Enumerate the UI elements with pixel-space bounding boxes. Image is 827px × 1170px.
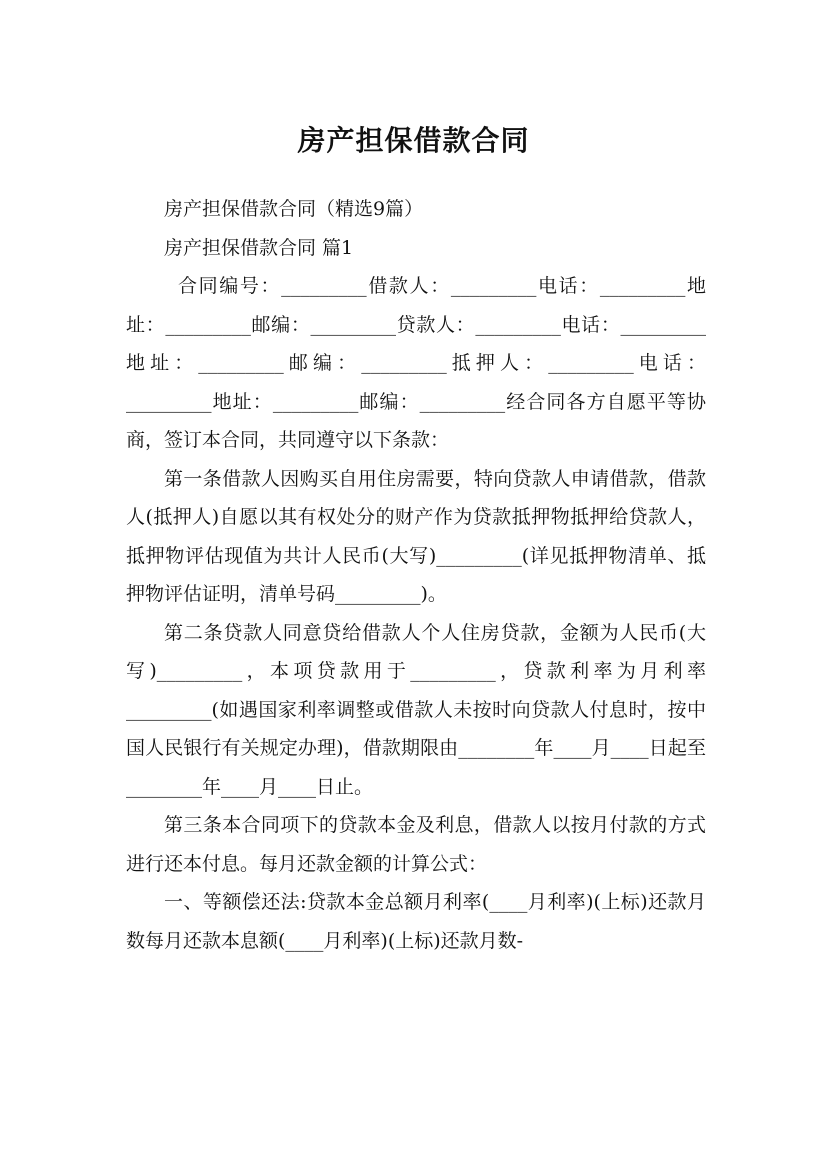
section-heading: 房产担保借款合同 篇1 <box>164 236 354 259</box>
article-one-paragraph: 第一条借款人因购买自用住房需要，特向贷款人申请借款，借款人(抵押人)自愿以其有权处分的财产作为贷款抵押物抵押给贷款人，抵押物评估现值为共计人民币(大写)_________(详见抵押物清单、抵押物评估证明，清单号码_________)。 <box>126 467 706 605</box>
contract-parties-paragraph: 合同编号：_________借款人：_________电话：_________地址：_________邮编：_________贷款人：_________电话：_________地址：_________邮编：_________抵押人：_________电话：_________地址：_________邮编：_________经合同各方自愿平等协商，签订本合同，共同遵守以下条款： <box>126 275 706 451</box>
document-subtitle: 房产担保借款合同（精选9篇） <box>164 198 424 220</box>
document-body <box>126 190 706 960</box>
article-three-paragraph: 第三条本合同项下的贷款本金及利息，借款人以按月付款的方式进行还本付息。每月还款金额的计算公式： <box>126 814 706 875</box>
document-title: 房产担保借款合同 <box>297 123 530 157</box>
article-two-paragraph: 第二条贷款人同意贷给借款人个人住房贷款，金额为人民币(大写)_________，本项贷款用于_________，贷款利率为月利率_________(如遇国家利率调整或借款人未按时向贷款人付息时，按中国人民银行有关规定办理)，借款期限由________年____月____日起至________年____月____日止。 <box>126 621 706 798</box>
equal-repayment-paragraph: 一、等额偿还法:贷款本金总额月利率(____月利率)(上标)还款月数每月还款本息额(____月利率)(上标)还款月数- <box>126 891 706 952</box>
